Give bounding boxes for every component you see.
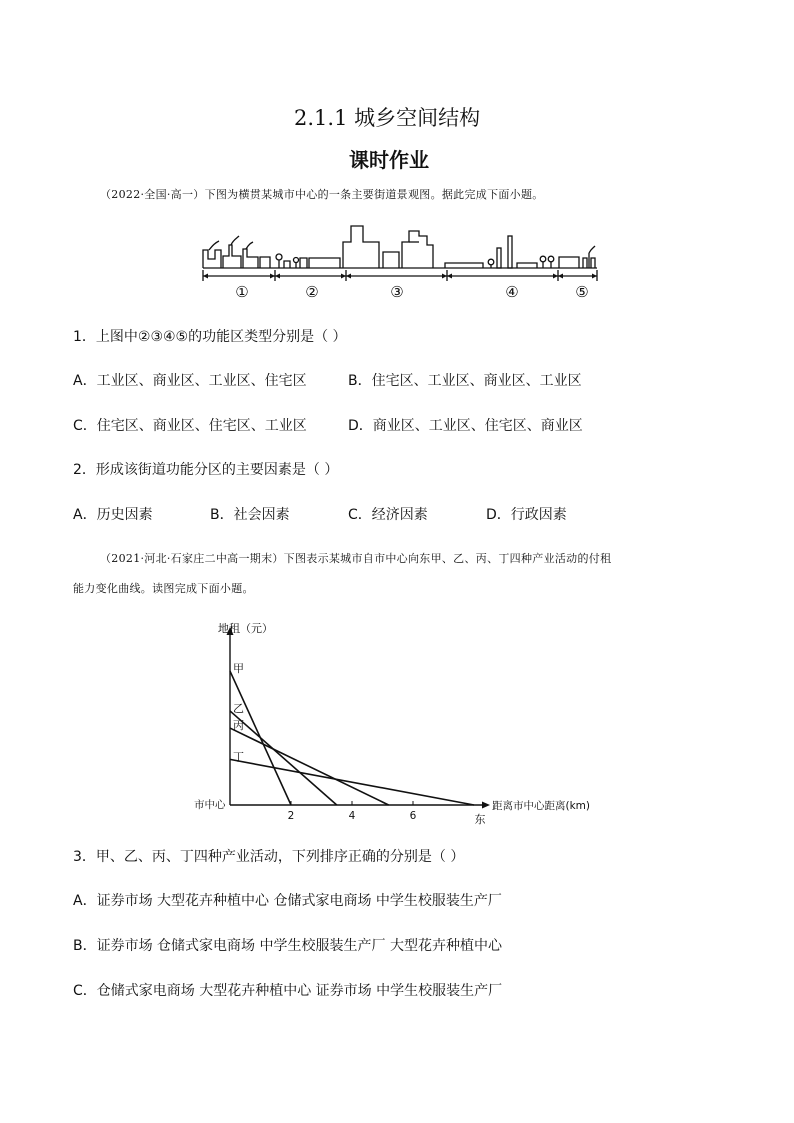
question-3-stem: 3．甲、乙、丙、丁四种产业活动，下列排序正确的分别是（ ） (73, 849, 465, 865)
question-2-option-c[interactable]: C．经济因素 (348, 507, 428, 523)
series-label-2: 乙 (233, 701, 244, 715)
question-3-option-c[interactable]: C．仓储式家电商场 大型花卉种植中心 证券市场 中学生校服装生产厂 (73, 983, 503, 999)
x-tick-label-3: 6 (409, 810, 417, 822)
section2-intro-line1: （2021·河北·石家庄二中高一期末）下图表示某城市自市中心向东甲、乙、丙、丁四种产业活动的付租 (100, 552, 612, 565)
question-1-stem: 1．上图中②③④⑤的功能区类型分别是（ ） (73, 329, 347, 345)
series-line-4 (230, 759, 474, 805)
question-2-option-b[interactable]: B．社会因素 (210, 507, 290, 523)
street-landscape-diagram (195, 215, 605, 305)
x-axis-label: 距离市中心距离(km) (492, 800, 591, 812)
series-label-3: 丙 (233, 719, 244, 733)
question-1-option-b[interactable]: B．住宅区、工业区、商业区、工业区 (348, 373, 582, 389)
x-tick-label-1: 2 (287, 810, 295, 822)
question-2-option-a[interactable]: A．历史因素 (73, 507, 153, 523)
street-label-5: ⑤ (575, 283, 589, 301)
y-axis-label: 地租（元） (218, 622, 273, 635)
street-label-3: ③ (390, 283, 404, 301)
street-label-4: ④ (505, 283, 519, 301)
street-label-1: ① (235, 283, 249, 301)
series-label-4: 丁 (233, 750, 244, 764)
page-subtitle: 课时作业 (349, 148, 429, 172)
x-tick-label-2: 4 (348, 810, 356, 822)
question-2-option-d[interactable]: D．行政因素 (486, 507, 567, 523)
series-line-2 (230, 711, 337, 805)
x-axis-end-label: 东 (474, 813, 486, 826)
origin-label: 市中心 (194, 799, 226, 811)
question-3-option-b[interactable]: B．证券市场 仓储式家电商场 中学生校服装生产厂 大型花卉种植中心 (73, 938, 502, 954)
question-3-option-a[interactable]: A．证券市场 大型花卉种植中心 仓储式家电商场 中学生校服装生产厂 (73, 893, 502, 909)
question-1-option-c[interactable]: C．住宅区、商业区、住宅区、工业区 (73, 418, 307, 434)
question-1-option-d[interactable]: D．商业区、工业区、住宅区、商业区 (348, 418, 583, 434)
series-line-3 (230, 728, 389, 805)
question-2-stem: 2．形成该街道功能分区的主要因素是（ ） (73, 462, 339, 478)
section1-intro: （2022·全国·高一）下图为横贯某城市中心的一条主要街道景观图。据此完成下面小题。 (100, 188, 544, 201)
street-label-2: ② (305, 283, 319, 301)
section2-intro-line2: 能力变化曲线。读图完成下面小题。 (73, 582, 254, 595)
question-1-option-a[interactable]: A．工业区、商业区、工业区、住宅区 (73, 373, 307, 389)
series-label-1: 甲 (233, 662, 244, 676)
page-title: 2.1.1 城乡空间结构 (294, 106, 481, 130)
bid-rent-chart (190, 615, 620, 830)
